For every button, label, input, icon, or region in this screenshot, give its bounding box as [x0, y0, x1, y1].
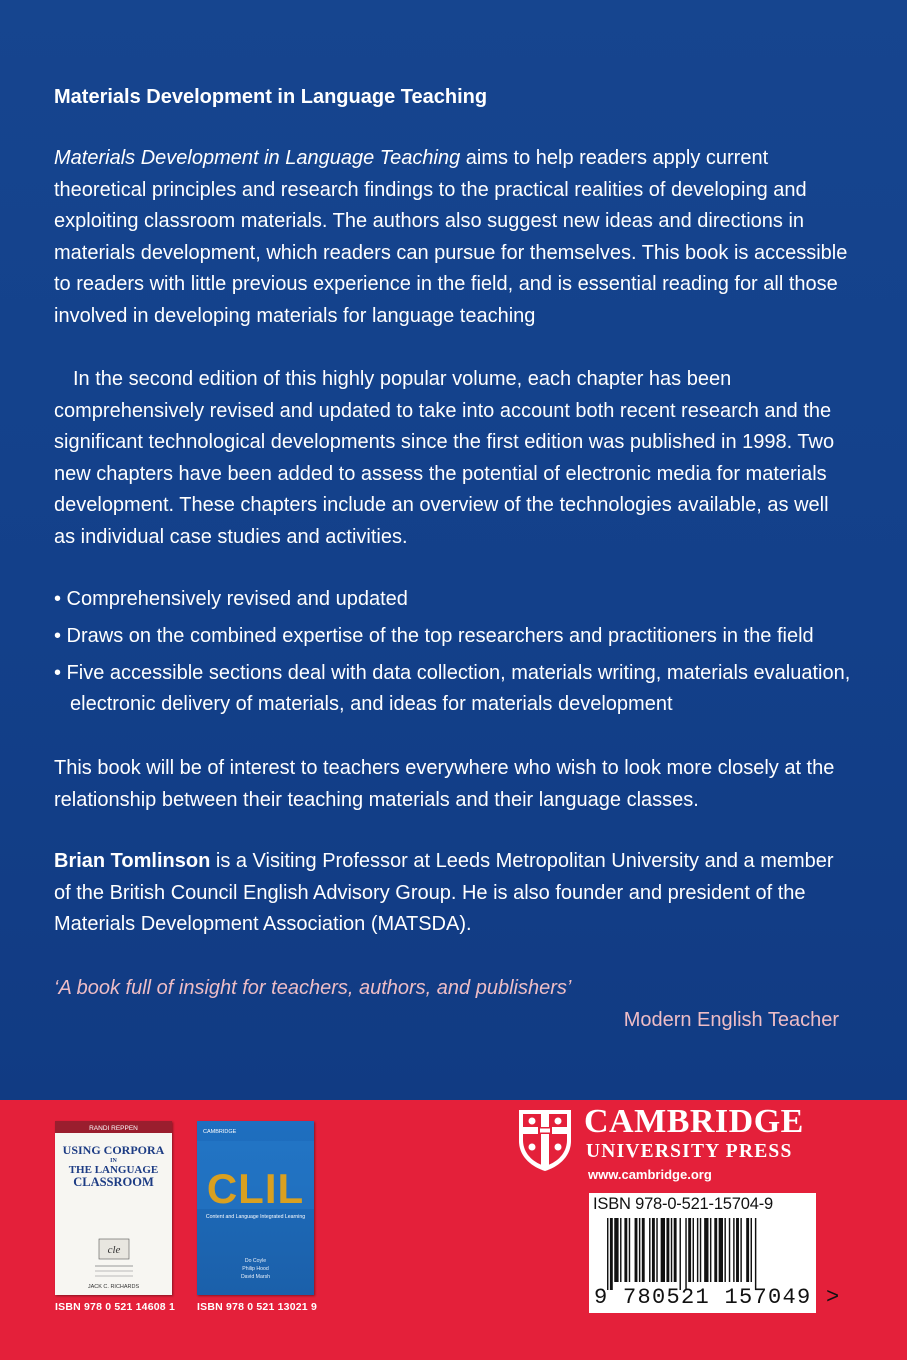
feature-item: • Comprehensively revised and updated — [54, 588, 408, 610]
barcode-bar — [635, 1218, 638, 1282]
publisher-name: CAMBRIDGE — [584, 1103, 804, 1140]
barcode-bar — [693, 1218, 694, 1282]
related-book-publisher: CAMBRIDGE — [203, 1129, 237, 1135]
related-book-author: Philip Hood — [242, 1266, 269, 1272]
related-book-isbn: ISBN 978 0 521 13021 9 — [197, 1301, 317, 1313]
barcode-bar — [736, 1218, 739, 1282]
series-editor: JACK C. RICHARDS — [87, 1284, 140, 1290]
author-bio-text: is a Visiting Professor at Leeds Metropolitan University and a member of the British Council English Advisory Group. He is also founder and president of the Materials Development Association (MATSDA). — [54, 850, 834, 935]
related-book-title: THE LANGUAGE — [68, 1164, 159, 1176]
isbn-barcode — [589, 1193, 841, 1313]
related-book-isbn: ISBN 978 0 521 14608 1 — [55, 1301, 175, 1313]
related-book-title: USING CORPORA — [62, 1143, 165, 1157]
barcode-bar — [710, 1218, 711, 1282]
barcode-bar — [620, 1218, 621, 1282]
publisher-url: www.cambridge.org — [588, 1167, 712, 1182]
feature-list — [54, 584, 864, 726]
barcode-bar — [624, 1218, 627, 1282]
barcode-bar — [714, 1218, 717, 1282]
audience-paragraph: This book will be of interest to teachers everywhere who wish to look more closely at the relationship between their teaching materials and their language classes. — [54, 757, 835, 811]
review-quote: ‘A book full of insight for teachers, authors, and publishers’ — [54, 977, 572, 999]
barcode-bar — [746, 1218, 749, 1282]
barcode-bar — [656, 1218, 657, 1282]
related-book-cover-corpora — [55, 1121, 172, 1295]
review-source: Modern English Teacher — [623, 1009, 839, 1031]
barcode-bar — [614, 1218, 618, 1282]
cambridge-shield-icon — [516, 1107, 574, 1173]
related-book-author: Do Coyle — [244, 1258, 267, 1264]
feature-item: • Draws on the combined expertise of the top researchers and practitioners in the field — [54, 625, 814, 647]
barcode-bar — [724, 1218, 725, 1282]
barcode-bar — [688, 1218, 691, 1282]
barcode-bar — [685, 1218, 686, 1290]
clil-cover-art — [197, 1121, 314, 1295]
related-book-title: CLASSROOM — [73, 1175, 154, 1189]
corpora-cover-art — [55, 1121, 172, 1295]
description-text: aims to help readers apply current theoretical principles and research findings to the practical realities of developing and exploiting classroom materials. The authors also suggest new ideas and directions in materials development, which readers can pursue for themselves. This book is accessible to readers with little previous experience in the field, and is essential reading for all those involved in developing materials for language teaching — [54, 147, 848, 327]
barcode-bar — [666, 1218, 669, 1282]
barcode-bar — [755, 1218, 756, 1290]
related-book-author: RANDI REPPEN — [89, 1125, 138, 1132]
author-name: Brian Tomlinson — [54, 850, 211, 872]
barcode-bar — [642, 1218, 645, 1282]
barcode-bar — [729, 1218, 730, 1282]
barcode-bar — [671, 1218, 672, 1282]
barcode-digits: 9 780521 157049 > — [594, 1285, 841, 1310]
barcode-bar — [680, 1218, 681, 1290]
description-paragraph-2: In the second edition of this highly popular volume, each chapter has been comprehensively revised and updated to take into account both recent research and the significant technological developments since the first edition was published in 1998. Two new chapters have been added to assess the potential of electronic media for materials development. These chapters include an overview of the technologies available, as well as individual case studies and activities. — [54, 368, 835, 548]
related-book-title: CLIL — [206, 1165, 305, 1212]
related-book-subtitle: Content and Language Integrated Learning — [205, 1214, 306, 1220]
barcode-bar — [697, 1218, 698, 1282]
series-logo: cle — [107, 1244, 121, 1256]
barcode-bar — [674, 1218, 677, 1282]
barcode-isbn-text: ISBN 978-0-521-15704-9 — [593, 1195, 773, 1213]
description-paragraph-1 — [54, 143, 854, 332]
related-book-cover-clil — [197, 1121, 314, 1295]
author-bio — [54, 846, 854, 941]
related-book-title: IN — [110, 1158, 117, 1164]
book-title: Materials Development in Language Teaching — [54, 86, 488, 108]
barcode-bar — [629, 1218, 630, 1282]
barcode-bar — [610, 1218, 613, 1290]
publisher-press: UNIVERSITY PRESS — [586, 1141, 793, 1162]
barcode-bar — [607, 1218, 608, 1290]
barcode-bar — [639, 1218, 640, 1282]
barcode-bar — [649, 1218, 650, 1282]
barcode-bar — [652, 1218, 655, 1282]
barcode-bar — [751, 1218, 752, 1282]
barcode-bar — [733, 1218, 734, 1282]
feature-item: • Five accessible sections deal with data collection, materials writing, materials evaluation, electronic delivery of materials, and ideas for materials development — [54, 662, 851, 715]
related-book-author: David Marsh — [240, 1274, 271, 1280]
barcode-bar — [704, 1218, 708, 1282]
barcode-bar — [661, 1218, 665, 1282]
barcode-bar — [740, 1218, 741, 1282]
barcode-bar — [700, 1218, 701, 1282]
description-italic-title: Materials Development in Language Teaching — [54, 147, 461, 169]
barcode-bar — [719, 1218, 723, 1282]
